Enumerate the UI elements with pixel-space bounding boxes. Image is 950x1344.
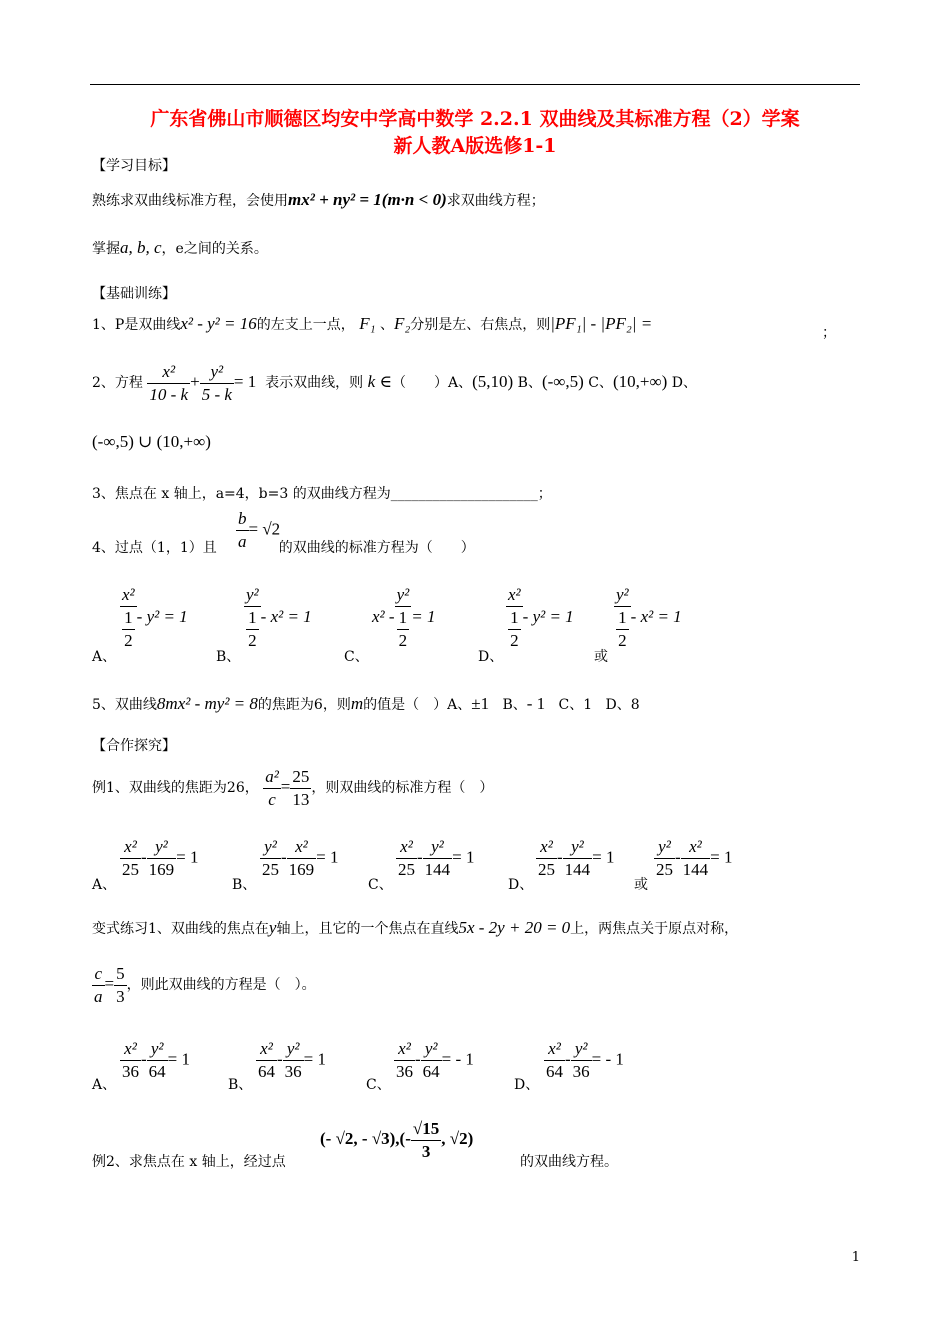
ex2-points: [320, 1116, 473, 1163]
q4-c-num: y²: [395, 584, 412, 607]
document-title-line2: 新人教A版选修1-1: [393, 135, 557, 157]
q2-den2: 5 - k: [201, 384, 232, 404]
question-3: 3、焦点在 x 轴上，a=4，b=3 的双曲线方程为_____________________；: [92, 486, 552, 502]
var1-b-minus: -: [277, 1049, 283, 1069]
q5-equation: 8mx² - my² = 8: [156, 694, 258, 713]
q2-option-d: [92, 432, 211, 453]
q4-or-num: y²: [614, 584, 631, 607]
ex1-b-n1: y²: [260, 836, 281, 859]
q4-d-num: x²: [506, 584, 523, 607]
var1-c-rhs: = - 1: [441, 1049, 474, 1069]
q4-a-den-num: 1: [122, 607, 135, 630]
ex1-a-d2: 169: [148, 860, 175, 879]
ex2-point-1: (- √2, - √3),(-: [320, 1129, 411, 1148]
ex1-or-d1: 25: [656, 860, 673, 879]
q4-or-den-den: 2: [618, 631, 627, 650]
q4-a-rest: - y² = 1: [136, 607, 188, 626]
q4-pre: 4、过点（1，1）且: [92, 540, 217, 556]
q5-a-value: ±1: [471, 694, 490, 713]
ex1-option-a: [120, 836, 199, 881]
ex2-fraction: [411, 1118, 441, 1163]
q4-or-rest: - x² = 1: [630, 607, 682, 626]
ex2-f-num: √15: [411, 1118, 441, 1141]
q2-d-value: (-∞,5) ∪ (10,+∞): [92, 432, 211, 451]
q4-a-den-den: 2: [124, 631, 133, 650]
q4-b-den-den: 2: [248, 631, 257, 650]
q2-mid: 表示双曲线，则: [265, 375, 364, 391]
q4-frac-num: b: [236, 508, 249, 531]
var1-b-rhs: = 1: [303, 1049, 327, 1069]
var1-d-rhs: = - 1: [591, 1049, 624, 1069]
var1-line-equation: 5x - 2y + 20 = 0: [458, 918, 571, 937]
q4-label-d: D、: [478, 649, 504, 665]
var1-label-c: C、: [366, 1077, 391, 1093]
ex1-a-n2: y²: [147, 836, 177, 859]
var1-b-n2: y²: [283, 1038, 304, 1061]
section-explore: 【合作探究】: [92, 738, 176, 754]
q4-label-b: B、: [216, 649, 241, 665]
ex2-point-2: , √2): [441, 1129, 474, 1148]
ex1-d-d1: 25: [538, 860, 555, 879]
ex1-option-d: [536, 836, 615, 881]
var1-label-a: A、: [92, 1077, 117, 1093]
ex1-or-eq: = 1: [710, 847, 733, 867]
var1-a-d2: 64: [148, 1062, 166, 1081]
q2-b-value: (-∞,5): [541, 372, 584, 391]
ex1-b-d2: 169: [288, 860, 315, 879]
q5-d-label: D、8: [605, 697, 640, 713]
ex1-label-a: A、: [92, 877, 117, 893]
ex1-f-den: c: [268, 789, 276, 809]
ex1-d-minus: -: [557, 847, 563, 867]
q2-b-label: B、: [517, 375, 542, 391]
q1-end: ；: [822, 325, 836, 341]
ex1-d-n2: y²: [563, 836, 593, 859]
q4-or-den-num: 1: [616, 607, 629, 630]
q5-b-value: - 1: [526, 694, 546, 713]
q4-option-or: [614, 584, 682, 652]
variant-1-line-2: [92, 960, 316, 1009]
ex1-c-d1: 25: [398, 860, 415, 879]
ex1-d-d2: 144: [564, 860, 591, 879]
q2-plus: +: [190, 372, 200, 391]
var1-post2: ，则此双曲线的方程是（ ）。: [126, 977, 316, 993]
var1-options: [92, 1038, 872, 1098]
q4-option-a: [120, 584, 188, 652]
ex1-eq: =: [280, 777, 291, 796]
q4-b-rest: - x² = 1: [260, 607, 312, 626]
ex1-or-minus: -: [675, 847, 681, 867]
section-objectives: 【学习目标】: [92, 158, 176, 174]
var1-fraction-ca: [92, 963, 105, 1008]
ex1-b-n2: x²: [287, 836, 317, 859]
ex1-or-n1: y²: [654, 836, 675, 859]
objective-1-pre: 熟练求双曲线标准方程，会使用: [92, 193, 288, 209]
ex1-c-n1: x²: [396, 836, 417, 859]
q4-option-c: [372, 584, 435, 652]
q4-d-den-den: 2: [510, 631, 519, 650]
q4-label-a: A、: [92, 649, 117, 665]
example-1: [92, 762, 493, 813]
ex1-a-minus: -: [141, 847, 147, 867]
q4-frac-den: a: [238, 532, 247, 551]
q4-c-den-den: 2: [398, 631, 408, 650]
q5-post: 的值是（ ）A、: [363, 697, 472, 713]
var1-option-b: [256, 1038, 326, 1083]
q2-num2: y²: [200, 361, 234, 384]
var1-a-rhs: = 1: [167, 1049, 191, 1069]
q4-label-or: 或: [594, 649, 608, 665]
var1-option-c: [394, 1038, 474, 1083]
q4-b-num: y²: [244, 584, 261, 607]
q4-c-rest: = 1: [411, 607, 436, 626]
q5-mid: 的焦距为6，则: [257, 697, 351, 713]
var1-post: 上，两焦点关于原点对称，: [570, 921, 739, 937]
document-title-line1: 广东省佛山市顺德区均安中学高中数学 2.2.1 双曲线及其标准方程（2）学案: [150, 108, 800, 130]
var1-c-d1: 36: [396, 1062, 413, 1081]
ex1-a-d1: 25: [122, 860, 139, 879]
q2-k: k ∈: [367, 372, 392, 391]
var1-option-d: [544, 1038, 624, 1083]
objective-2-pre: 掌握: [92, 241, 120, 257]
q2-d-label: D、: [671, 375, 697, 391]
section-basic: 【基础训练】: [92, 286, 176, 302]
q4-option-d: [506, 584, 574, 652]
q4-label-c: C、: [344, 649, 369, 665]
q4-d-den-num: 1: [508, 607, 521, 630]
ex1-fraction-a2c: [263, 766, 281, 811]
objective-2-post: ，e之间的关系。: [161, 241, 268, 257]
q2-fraction-1: [147, 361, 190, 406]
ex1-b-minus: -: [281, 847, 287, 867]
q4-options: [92, 584, 872, 665]
q5-b-label: B、: [502, 697, 527, 713]
ex1-v-den: 13: [292, 789, 310, 809]
ex1-c-eq: = 1: [452, 847, 475, 867]
var1-c: c: [92, 963, 105, 986]
var1-b-d1: 64: [258, 1062, 275, 1081]
ex1-post: ，则双曲线的标准方程（ ）: [311, 780, 494, 796]
ex1-pre: 例1、双曲线的焦距为26，: [92, 780, 259, 796]
ex2-post: 的双曲线方程。: [520, 1154, 618, 1170]
var1-c-minus: -: [415, 1049, 421, 1069]
q4-c-den-num: 1: [397, 607, 410, 630]
q2-c-label: C、: [588, 375, 613, 391]
ex1-label-c: C、: [368, 877, 393, 893]
q5-c-label: C、1: [558, 697, 593, 713]
var1-a-n1: x²: [120, 1038, 141, 1061]
question-2: [92, 358, 697, 407]
var1-d-d1: 64: [546, 1062, 563, 1081]
ex1-a-n1: x²: [120, 836, 141, 859]
ex1-b-d1: 25: [262, 860, 279, 879]
q1-mid: 的左支上一点，: [256, 317, 355, 333]
q2-paren: （ ）: [392, 375, 448, 391]
var1-a-n2: y²: [147, 1038, 168, 1061]
q1-f1: F₁: [359, 314, 376, 333]
q4-frac-eq: = √2: [248, 519, 281, 539]
ex1-f-num: a²: [263, 766, 281, 789]
var1-eq: =: [104, 974, 115, 993]
q1-expression: |PF₁| - |PF₂| =: [550, 314, 653, 333]
ex1-label-b: B、: [232, 877, 257, 893]
q4-post: 的双曲线的标准方程为（ ）: [278, 540, 475, 556]
ex1-label-or: 或: [634, 877, 648, 893]
ex1-or-n2: x²: [681, 836, 711, 859]
q1-f2: F₂: [393, 314, 411, 333]
var1-option-a: [120, 1038, 190, 1083]
ex1-c-d2: 144: [424, 860, 451, 879]
q1-pre: 1、P是双曲线: [92, 317, 181, 333]
ex1-v-num: 25: [290, 766, 311, 789]
var1-b-n1: x²: [256, 1038, 277, 1061]
var1-y: y: [268, 918, 277, 937]
var1-v-num: 5: [114, 963, 127, 986]
var1-c-n2: y²: [421, 1038, 442, 1061]
objective-line-1: [92, 190, 545, 211]
q2-den1: 10 - k: [149, 384, 189, 404]
var1-d-n2: y²: [571, 1038, 592, 1061]
q4-d-rest: - y² = 1: [522, 607, 574, 626]
objective-1-post: 求双曲线方程；: [446, 193, 545, 209]
var1-c-d2: 64: [422, 1062, 440, 1081]
var1-b-d2: 36: [284, 1062, 302, 1081]
q2-eq: = 1: [233, 372, 257, 391]
q5-m: m: [350, 694, 364, 713]
var1-a: a: [94, 986, 103, 1006]
q1-equation: x² - y² = 16: [180, 314, 257, 333]
ex1-c-n2: y²: [423, 836, 453, 859]
q4-option-b: [244, 584, 312, 652]
var1-d-d2: 36: [572, 1062, 590, 1081]
objective-2-vars: a, b, c: [120, 238, 162, 257]
page-number: 1: [851, 1250, 860, 1265]
variant-1: [92, 918, 738, 939]
example-2: 例2、求焦点在 x 轴上，经过点: [92, 1154, 286, 1170]
question-4: [92, 538, 475, 558]
var1-label-b: B、: [228, 1077, 253, 1093]
question-5: [92, 694, 640, 715]
q2-num1: x²: [147, 361, 190, 384]
ex1-option-c: [396, 836, 475, 881]
var1-mid: 轴上，且它的一个焦点在直线: [276, 921, 459, 937]
ex1-c-minus: -: [417, 847, 423, 867]
q4-b-den-num: 1: [246, 607, 259, 630]
ex1-a-eq: = 1: [176, 847, 199, 867]
var1-fraction-value: [114, 963, 127, 1008]
header-rule: [90, 84, 860, 85]
var1-c-n1: x²: [394, 1038, 415, 1061]
ex1-fraction-value: [290, 766, 311, 811]
objective-1-equation: mx² + ny² = 1(m·n < 0): [288, 190, 447, 209]
ex1-or-d2: 144: [682, 860, 709, 879]
var1-label-d: D、: [514, 1077, 540, 1093]
q2-a-value: (5,10): [472, 372, 514, 391]
var1-a-d1: 36: [122, 1062, 139, 1081]
var1-d-minus: -: [565, 1049, 571, 1069]
var1-v-den: 3: [116, 986, 125, 1006]
ex1-b-eq: = 1: [316, 847, 339, 867]
var1-a-minus: -: [141, 1049, 147, 1069]
var1-d-n1: x²: [544, 1038, 565, 1061]
ex1-label-d: D、: [508, 877, 534, 893]
q2-pre: 2、方程: [92, 375, 143, 391]
q4-c-pre: x² -: [372, 607, 395, 626]
q1-sep: 、: [379, 317, 394, 333]
ex1-d-n1: x²: [536, 836, 557, 859]
var1-pre: 变式练习1、双曲线的焦点在: [92, 921, 269, 937]
ex1-options: [92, 836, 872, 896]
question-1: [92, 314, 652, 335]
ex1-option-or: [654, 836, 733, 881]
q2-c-value: (10,+∞): [612, 372, 668, 391]
q2-fraction-2: [200, 361, 234, 406]
q2-a-label: A、: [448, 375, 473, 391]
ex1-option-b: [260, 836, 339, 881]
q1-post: 分别是左、右焦点，则: [410, 317, 551, 333]
ex2-f-den: 3: [421, 1141, 431, 1161]
ex1-d-eq: = 1: [592, 847, 615, 867]
objective-line-2: [92, 238, 268, 259]
q4-a-num: x²: [120, 584, 137, 607]
q5-pre: 5、双曲线: [92, 697, 157, 713]
